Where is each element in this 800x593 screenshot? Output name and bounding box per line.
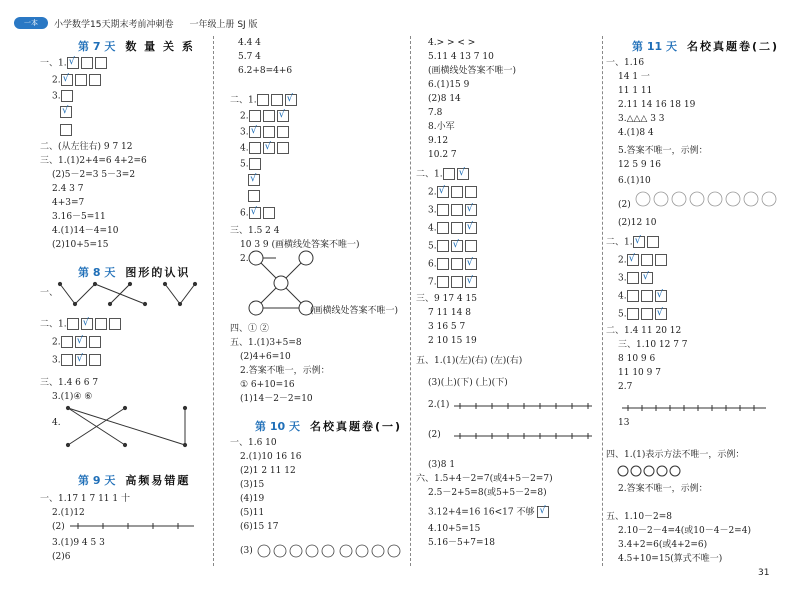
answer-line: 2 10 15 19 <box>428 336 477 346</box>
answer-line: 2.5－2+5=8(或5+5－2=8) <box>428 488 547 498</box>
answer-row: 二、1. √ <box>230 94 297 107</box>
answer-line: 4.(1)8 4 <box>618 128 654 138</box>
answer-line: 2.11 14 16 18 19 <box>618 100 696 110</box>
answer-line: (1)14－2－2=10 <box>240 394 313 404</box>
answer-line: 2.4 3 7 <box>52 184 84 194</box>
day10-heading: 第 10 天 名校真题卷(一) <box>255 420 403 433</box>
answer-line: 三、1.5 2 4 <box>230 226 280 236</box>
page-header <box>14 14 258 32</box>
answer-line: 3 16 5 7 <box>428 322 466 332</box>
answer-row: 5. √ <box>428 240 477 253</box>
answer-line: 3.4+2=6(或4+2=6) <box>618 540 708 550</box>
answer-line: 二、1.4 11 20 12 <box>606 326 682 336</box>
answer-line: 10 3 9 (画横线处答案不唯一) <box>240 240 360 250</box>
answer-line: 8 10 9 6 <box>618 354 656 364</box>
answer-row: 4. √ <box>240 142 289 155</box>
answer-line: 二、(从左往右) 9 7 12 <box>40 142 133 152</box>
answer-line: 9.12 <box>428 136 449 146</box>
answer-label: (2) <box>618 200 631 210</box>
day11-heading: 第 11 天 名校真题卷(二) <box>632 40 780 53</box>
answer-line: 5.7 4 <box>238 52 261 62</box>
answer-line: 7 11 14 8 <box>428 308 471 318</box>
answer-line: 11 1 11 <box>618 86 653 96</box>
answer-row: 2. √ <box>618 254 667 267</box>
answer-row: 6. √ <box>240 207 275 220</box>
answer-row: 二、1. √ <box>416 168 469 181</box>
answer-line: (5)11 <box>240 508 265 518</box>
number-line-figure <box>452 396 597 412</box>
answer-line: 3.△△△ 3 3 <box>618 114 665 124</box>
answer-row: 4. √ <box>428 222 477 235</box>
answer-row: 3. √ <box>240 126 289 139</box>
answer-row: 3. √ <box>428 204 477 217</box>
answer-line: 6.(1)15 9 <box>428 80 470 90</box>
day8-heading: 第 8 天 图形的认识 <box>78 266 191 279</box>
day9-heading: 第 9 天 高频易错题 <box>78 474 191 487</box>
column-divider <box>602 36 603 566</box>
answer-line: 8.小军 <box>428 122 455 132</box>
answer-line: (6)15 17 <box>240 522 279 532</box>
answer-row: 5. <box>240 158 261 171</box>
answer-row: 3. <box>52 90 73 103</box>
answer-row <box>248 174 260 187</box>
star-lines-figure <box>65 405 195 450</box>
column-divider <box>410 36 411 566</box>
answer-line: 6.2+8=4+6 <box>238 66 293 76</box>
page-number: 31 <box>758 568 770 578</box>
answer-label: (2) <box>428 430 441 440</box>
answer-line: (2)10+5=15 <box>52 240 109 250</box>
answer-line: 2.答案不唯一，示例： <box>618 484 708 494</box>
answer-line: ① 6+10=16 <box>240 380 295 390</box>
answer-line: 3.(1)9 4 5 3 <box>52 538 105 548</box>
answer-line: (4)19 <box>240 494 265 504</box>
answer-line: 4.10+5=15 <box>428 524 481 534</box>
answer-label: (3) <box>240 546 253 556</box>
answer-row: 2. √ <box>240 110 289 123</box>
answer-line: 五、1.10－2=8 <box>606 512 673 522</box>
answer-line: 2.7 <box>618 382 633 392</box>
answer-line: 11 10 9 7 <box>618 368 661 378</box>
fruit-icons-row <box>634 188 784 210</box>
answer-row: 3.12+4=16 16<17 不够 √ <box>428 506 549 519</box>
answer-row <box>60 106 72 119</box>
answer-row: 3. √ <box>618 272 653 285</box>
answer-line: 四、1.(1)表示方法不唯一，示例： <box>606 450 745 460</box>
answer-line: 三、1.4 6 6 7 <box>40 378 99 388</box>
column-divider <box>213 36 214 566</box>
answer-line: 4.> > < > <box>428 38 476 48</box>
answer-line: 一、1.17 1 7 11 1 十 <box>40 494 130 504</box>
answer-row: 2. √ <box>52 336 101 349</box>
answer-line: 2.10－2－4=4(或10－4－2=4) <box>618 526 751 536</box>
answer-row: 2. √ <box>52 74 101 87</box>
answer-line: (2)4+6=10 <box>240 352 291 362</box>
answer-line: 一、1.16 <box>606 58 645 68</box>
number-line-figure <box>68 518 198 532</box>
answer-line: (3)(上)(下) (上)(下) <box>428 378 508 388</box>
answer-line: (2)5－2=3 5－3=2 <box>52 170 136 180</box>
circle-icons-row <box>616 464 686 478</box>
answer-row: 二、1. √ <box>40 318 121 331</box>
answer-line: 4.(1)14－4=10 <box>52 226 119 236</box>
answer-line: 12 5 9 16 <box>618 160 661 170</box>
answer-line: 四、① ② <box>230 324 269 334</box>
answer-line: 5.答案不唯一，示例： <box>618 146 708 156</box>
answer-row: 一、1. √ <box>40 57 107 70</box>
answer-row: 2. √ <box>428 186 477 199</box>
answer-label: 4. <box>52 418 61 428</box>
answer-line: 10.2 7 <box>428 150 457 160</box>
answer-row <box>60 124 72 137</box>
answer-note: (画横线处答案不唯一) <box>310 306 399 316</box>
answer-line: 三、9 17 4 15 <box>416 294 477 304</box>
answer-line: (画横线处答案不唯一) <box>428 66 517 76</box>
answer-line: 5.16－5+7=18 <box>428 538 496 548</box>
answer-row <box>248 190 260 203</box>
answer-line: (2)12 10 <box>618 218 657 228</box>
answer-line: 14 1 一 <box>618 72 650 82</box>
answer-line: (3)8 1 <box>428 460 456 470</box>
answer-line: 2.(1)10 16 16 <box>240 452 302 462</box>
answer-row: 4. √ <box>618 290 667 303</box>
answer-line: 六、1.5+4－2=7(或4+5－2=7) <box>416 474 553 484</box>
answer-row: 7. √ <box>428 276 477 289</box>
answer-line: (2)1 2 11 12 <box>240 466 296 476</box>
number-line-figure <box>452 426 597 442</box>
answer-line: 4.5+10=15(算式不唯一) <box>618 554 723 564</box>
answer-line: 5.11 4 13 7 10 <box>428 52 494 62</box>
answer-line: 三、1.(1)2+4=6 4+2=6 <box>40 156 147 166</box>
animal-icons-row <box>256 540 406 562</box>
matching-lines-figure <box>55 280 205 310</box>
answer-label: 2. <box>240 254 249 264</box>
answer-line: 6.(1)10 <box>618 176 651 186</box>
answer-line: 4.4 4 <box>238 38 261 48</box>
book-title: 小学数学15天期末考前冲刺卷 <box>54 19 174 30</box>
answer-line: 五、1.(1)3+5=8 <box>230 338 302 348</box>
answer-line: 3.16－5=11 <box>52 212 106 222</box>
answer-row: 3. √ <box>52 354 101 367</box>
answer-line: 五、1.(1)(左)(右) (左)(右) <box>416 356 523 366</box>
answer-line: (2)8 14 <box>428 94 461 104</box>
day7-heading: 第 7 天 数 量 关 系 <box>78 40 195 53</box>
answer-line: 2.答案不唯一，示例： <box>240 366 330 376</box>
answer-row: 6. √ <box>428 258 477 271</box>
answer-line: 4+3=7 <box>52 198 85 208</box>
answer-line: (3)15 <box>240 480 265 490</box>
brand-logo: 一本 <box>14 17 48 29</box>
answer-line: 2.(1)12 <box>52 508 85 518</box>
answer-label: (2) <box>52 522 65 532</box>
answer-label: 一、 <box>40 288 59 298</box>
answer-label: 2.(1) <box>428 400 450 410</box>
answer-row: 5. √ <box>618 308 667 321</box>
answer-line: 13 <box>618 418 630 428</box>
answer-line: 7.8 <box>428 108 443 118</box>
answer-line: 3.(1)④ ⑥ <box>52 392 93 402</box>
answer-line: (2)6 <box>52 552 71 562</box>
answer-line: 一、1.6 10 <box>230 438 277 448</box>
answer-line: 三、1.10 12 7 7 <box>618 340 688 350</box>
answer-row: 二、1. √ <box>606 236 659 249</box>
book-subtitle: 一年级上册 SJ 版 <box>189 19 258 30</box>
number-line-figure <box>620 398 770 414</box>
